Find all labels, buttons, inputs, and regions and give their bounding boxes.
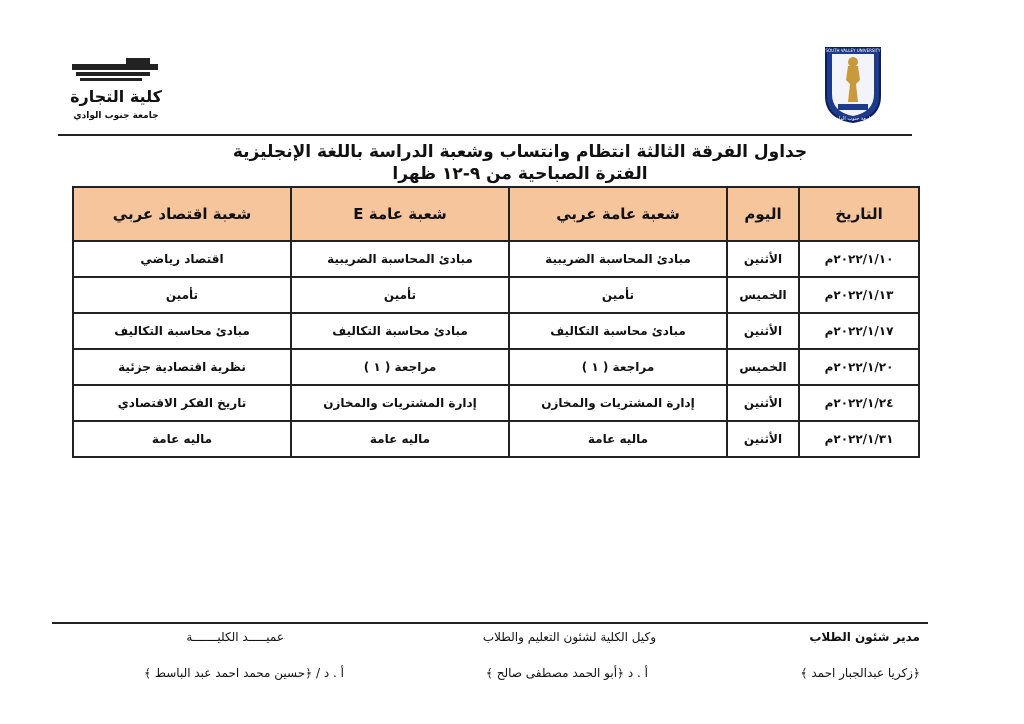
table-row bbox=[73, 277, 919, 313]
cell-economics-arabic: ماليه عامة bbox=[73, 421, 291, 457]
cell-economics-arabic: تأمين bbox=[73, 277, 291, 313]
cell-day: الخميس bbox=[727, 349, 799, 385]
header-day: اليوم bbox=[727, 187, 799, 241]
cell-general-e: ماليه عامة bbox=[291, 421, 509, 457]
cell-general-arabic: مبادئ محاسبة التكاليف bbox=[509, 313, 727, 349]
cell-general-e: مبادئ محاسبة التكاليف bbox=[291, 313, 509, 349]
cell-day: الأثنين bbox=[727, 241, 799, 277]
cell-economics-arabic: اقتصاد رياضي bbox=[73, 241, 291, 277]
header-general-e: شعبة عامة E bbox=[291, 187, 509, 241]
cell-general-arabic: مراجعة ( ١ ) bbox=[509, 349, 727, 385]
faculty-logo-graphic bbox=[66, 52, 166, 124]
vice-dean-title: وكيل الكلية لشئون التعليم والطلاب bbox=[482, 630, 656, 644]
faculty-logo-text: كلية التجارة bbox=[70, 87, 162, 106]
university-seal-icon bbox=[820, 40, 886, 126]
cell-day: الأثنين bbox=[727, 385, 799, 421]
faculty-logo bbox=[66, 52, 166, 124]
cell-general-e: تأمين bbox=[291, 277, 509, 313]
student-affairs-title: مدير شئون الطلاب bbox=[809, 630, 920, 644]
page-subtitle: الفترة الصباحية من ٩-١٢ ظهرا bbox=[392, 164, 648, 184]
cell-general-arabic: تأمين bbox=[509, 277, 727, 313]
cell-date: ٢٠٢٢/١/٣١م bbox=[799, 421, 919, 457]
cell-date: ٢٠٢٢/١/١٣م bbox=[799, 277, 919, 313]
footer-rule bbox=[52, 622, 928, 624]
cell-day: الأثنين bbox=[727, 421, 799, 457]
cell-economics-arabic: مبادئ محاسبة التكاليف bbox=[73, 313, 291, 349]
student-affairs-name: ﴿زكريا عبدالجبار احمد ﴾ bbox=[800, 666, 920, 680]
table-row bbox=[73, 241, 919, 277]
cell-economics-arabic: نظرية اقتصادية جزئية bbox=[73, 349, 291, 385]
dean-title: عميـــــد الكليـــــــة bbox=[186, 630, 284, 644]
cell-economics-arabic: تاريخ الفكر الاقتصادي bbox=[73, 385, 291, 421]
cell-general-e: إدارة المشتريات والمخازن bbox=[291, 385, 509, 421]
exam-schedule-table bbox=[72, 186, 920, 458]
page-title: جداول الفرقة الثالثة انتظام وانتساب وشعبة الدراسة باللغة الإنجليزية bbox=[232, 142, 808, 162]
table-row bbox=[73, 349, 919, 385]
cell-date: ٢٠٢٢/١/١٠م bbox=[799, 241, 919, 277]
cell-date: ٢٠٢٢/١/١٧م bbox=[799, 313, 919, 349]
university-logo-text: جامعة جنوب الوادي bbox=[832, 116, 874, 122]
cell-general-arabic: إدارة المشتريات والمخازن bbox=[509, 385, 727, 421]
header-general-arabic: شعبة عامة عربي bbox=[509, 187, 727, 241]
faculty-logo-subtext: جامعة جنوب الوادي bbox=[73, 111, 159, 121]
table-header-row bbox=[73, 187, 919, 241]
cell-day: الخميس bbox=[727, 277, 799, 313]
header-date: التاريخ bbox=[799, 187, 919, 241]
header-economics-arabic: شعبة اقتصاد عربي bbox=[73, 187, 291, 241]
table-row bbox=[73, 313, 919, 349]
cell-general-e: مبادئ المحاسبة الضريبية bbox=[291, 241, 509, 277]
cell-general-arabic: مبادئ المحاسبة الضريبية bbox=[509, 241, 727, 277]
cell-general-arabic: ماليه عامة bbox=[509, 421, 727, 457]
university-logo bbox=[820, 40, 886, 126]
table-row bbox=[73, 421, 919, 457]
header-rule bbox=[58, 134, 912, 136]
cell-general-e: مراجعة ( ١ ) bbox=[291, 349, 509, 385]
university-logo-en: SOUTH VALLEY UNIVERSITY bbox=[825, 48, 881, 53]
dean-name: أ . د / ﴿حسين محمد احمد عبد الباسط ﴾ bbox=[144, 666, 344, 680]
table-row bbox=[73, 385, 919, 421]
vice-dean-name: أ . د ﴿أبو الحمد مصطفى صالح ﴾ bbox=[485, 666, 648, 680]
cell-date: ٢٠٢٢/١/٢٠م bbox=[799, 349, 919, 385]
cell-day: الأثنين bbox=[727, 313, 799, 349]
cell-date: ٢٠٢٢/١/٢٤م bbox=[799, 385, 919, 421]
